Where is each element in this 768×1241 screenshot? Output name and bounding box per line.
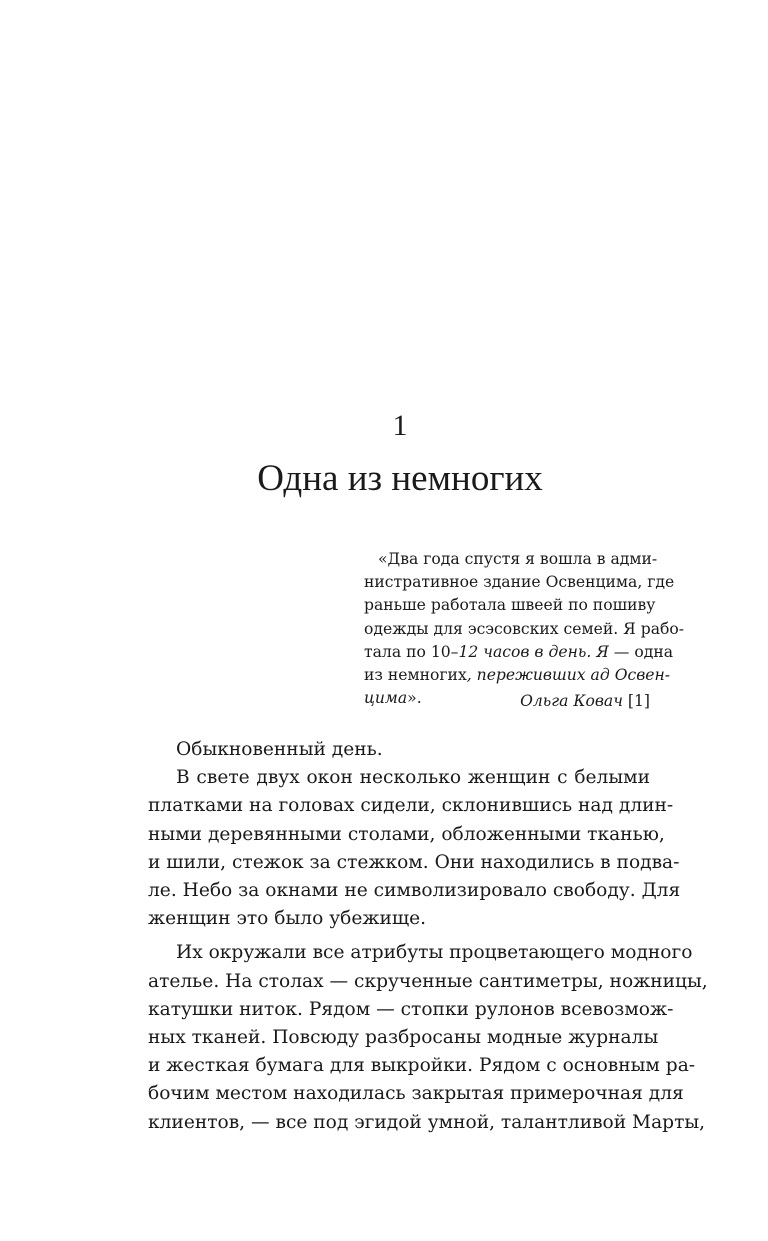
body-text bbox=[148, 736, 708, 1137]
body-line: бочим местом находилась закрытая примерочная для bbox=[148, 1083, 684, 1105]
body-line: ле. Небо за окнами не символизировало свободу. Для bbox=[148, 880, 681, 902]
body-line: ателье. На столах — скрученные сантиметры, ножницы, bbox=[148, 970, 708, 992]
epigraph-line: раньше работала швеей по пошиву bbox=[364, 596, 656, 615]
body-line: и жесткая бумага для выкройки. Рядом с основным ра- bbox=[148, 1055, 696, 1077]
epigraph-line: цима». bbox=[364, 689, 422, 708]
epigraph-reference: [1] bbox=[627, 692, 650, 710]
body-line: платками на головах сидели, склонившись над длин- bbox=[148, 795, 674, 817]
epigraph-line: тала по 10–12 часов в день. Я — одна bbox=[364, 642, 674, 661]
epigraph-attribution bbox=[364, 690, 650, 713]
epigraph-line: нистративное здание Освенцима, где bbox=[364, 573, 675, 592]
body-line: клиентов, — все под эгидой умной, талантливой Марты, bbox=[148, 1111, 706, 1133]
chapter-title: Одна из немногих bbox=[257, 458, 543, 499]
epigraph-author: Ольга Ковач bbox=[520, 692, 623, 710]
chapter-number: 1 bbox=[392, 409, 408, 442]
body-line: ными деревянными столами, обложенными тканью, bbox=[148, 823, 665, 845]
body-line: ных тканей. Повсюду разбросаны модные журналы bbox=[148, 1027, 659, 1049]
epigraph-line: одежды для эсэсовских семей. Я рабо- bbox=[364, 619, 685, 638]
epigraph bbox=[364, 548, 685, 710]
epigraph-line: «Два года спустя я вошла в адми- bbox=[378, 550, 658, 568]
body-line: В свете двух окон несколько женщин с белыми bbox=[176, 767, 650, 789]
epigraph-line: из немногих, переживших ад Освен- bbox=[364, 666, 671, 685]
body-line: Обыкновенный день. bbox=[176, 739, 383, 760]
body-line: Их окружали все атрибуты процветающего модного bbox=[176, 942, 693, 964]
body-line: катушки ниток. Рядом — стопки рулонов всевозмож- bbox=[148, 998, 674, 1020]
body-line: и шили, стежок за стежком. Они находились в подва- bbox=[148, 851, 680, 873]
body-line: женщин это было убежище. bbox=[148, 908, 427, 930]
